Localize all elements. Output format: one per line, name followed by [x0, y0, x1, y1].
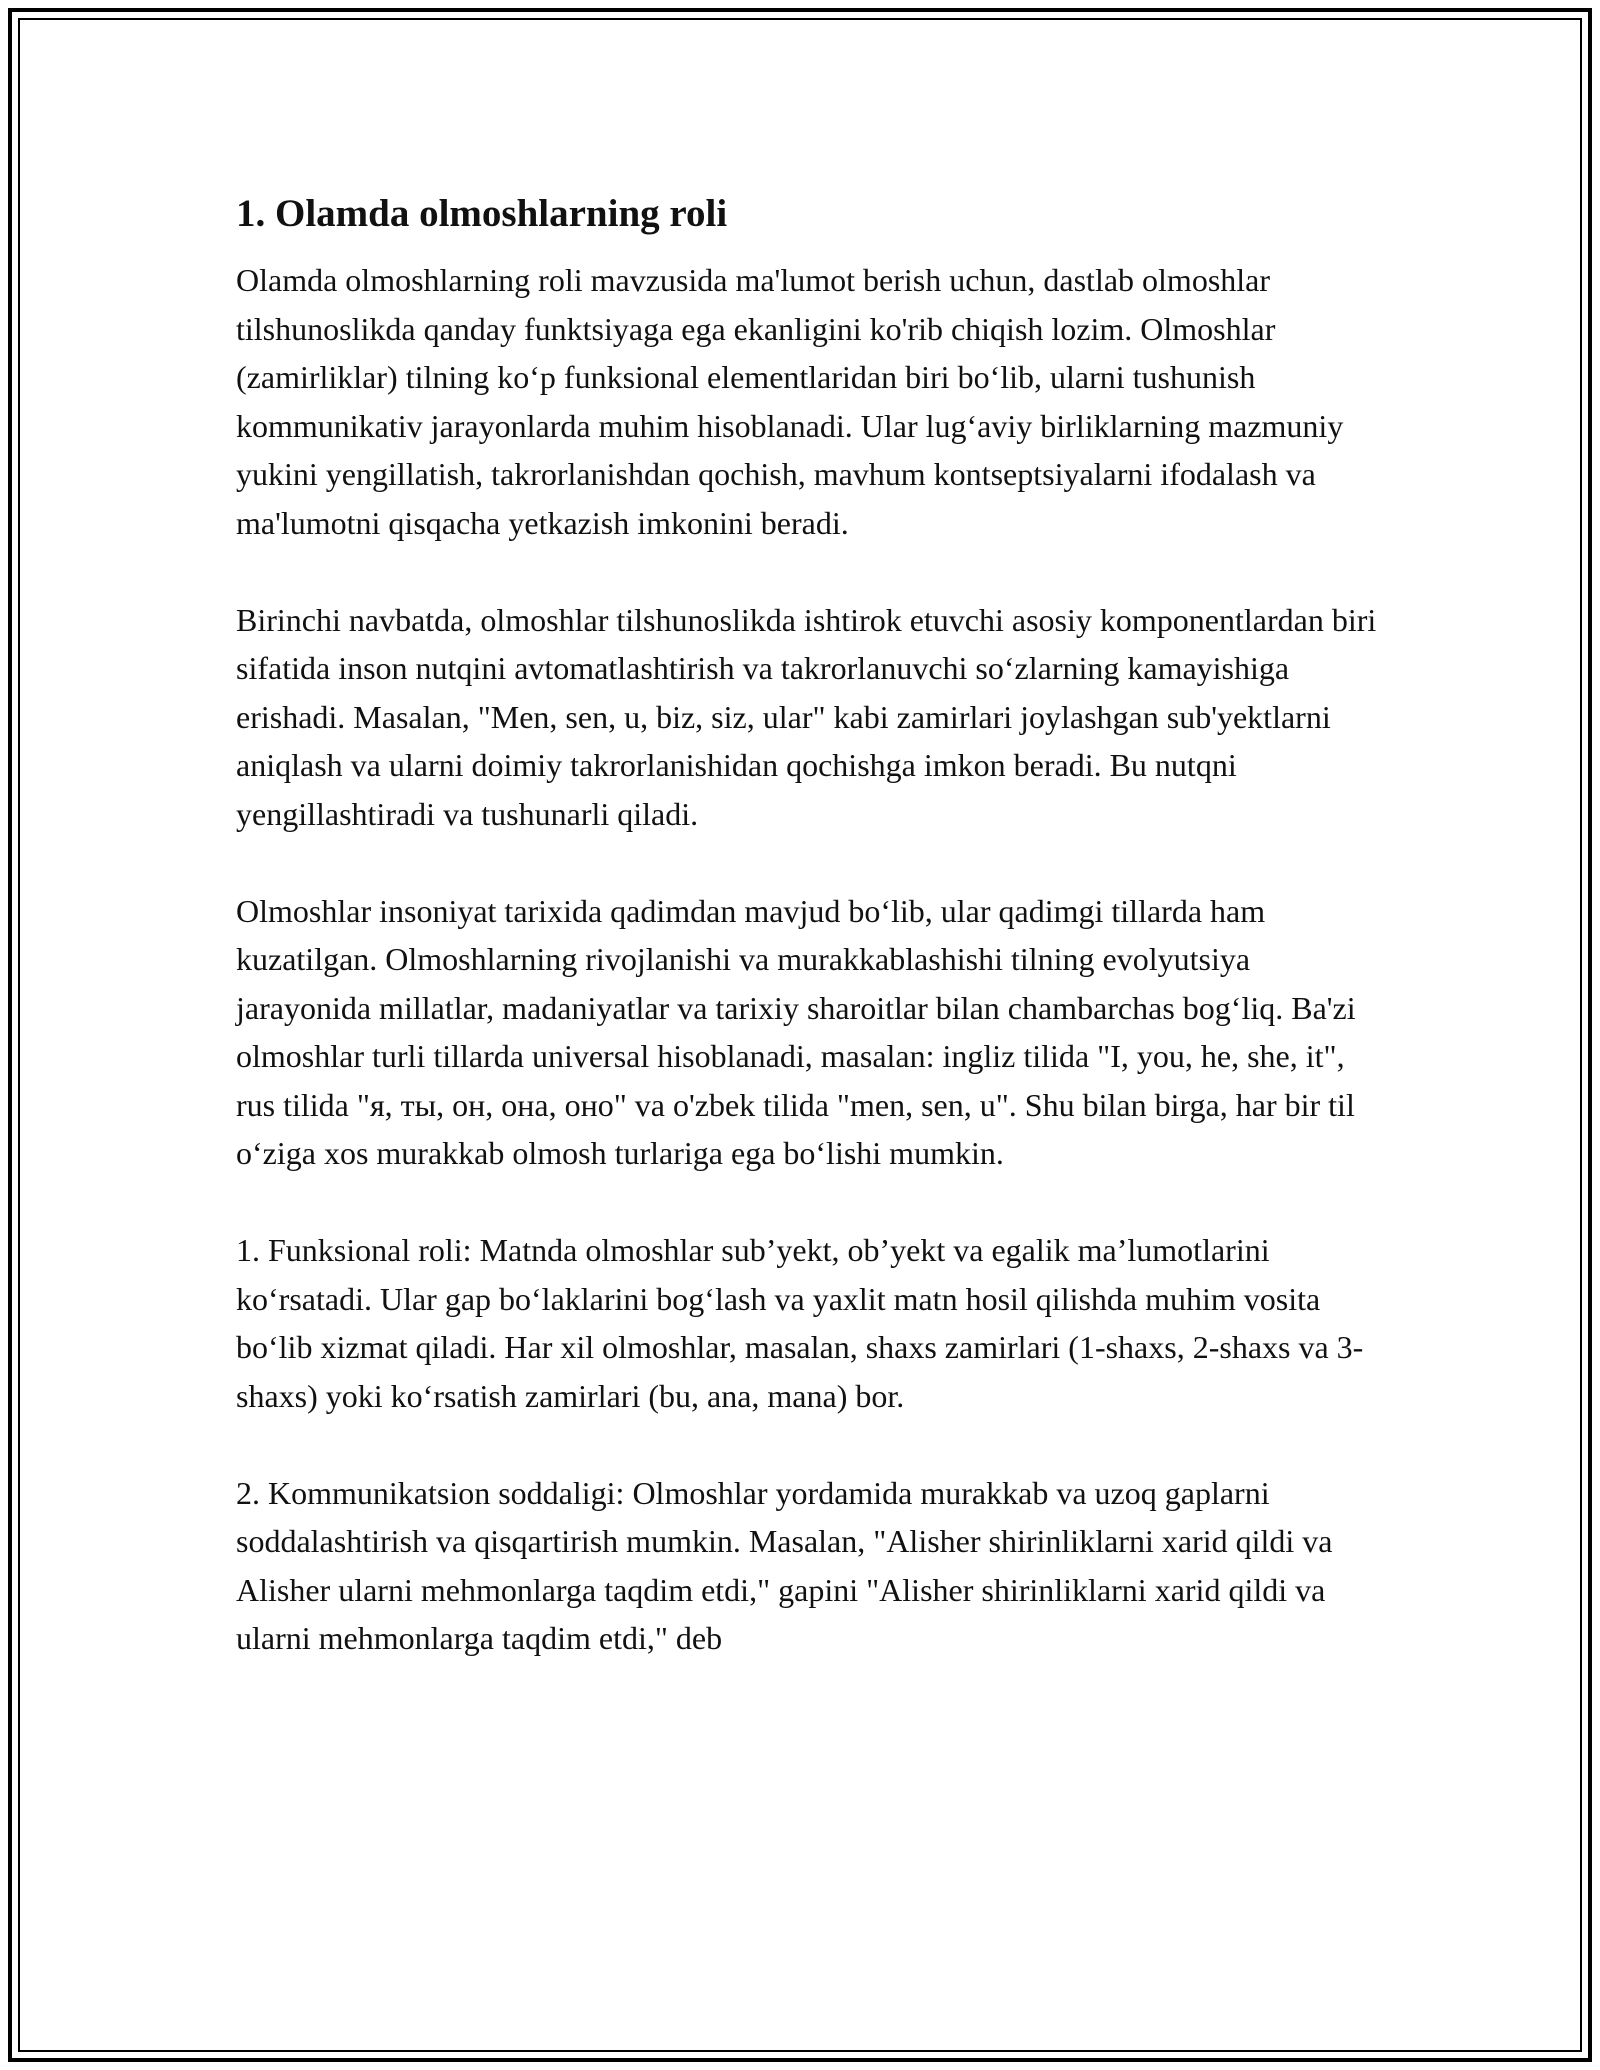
paragraph: Birinchi navbatda, olmoshlar tilshunoslikda ishtirok etuvchi asosiy komponentlardan biri sifatida inson nutqini avtomatlashtirish va takrorlanuvchi so‘zlarning kamayishiga erishadi. Masalan, "Men, sen, u, biz, siz, ular" kabi zamirlari joylashgan sub'yektlarni aniqlash va ularni doimiy takrorlanishidan qochishga imkon beradi. Bu nutqni yengillashtiradi va tushunarli qiladi.: [236, 601, 1377, 832]
section-heading: 1. Olamda olmoshlarning roli: [236, 192, 728, 235]
paragraph: Olamda olmoshlarning roli mavzusida ma'lumot berish uchun, dastlab olmoshlar tilshunoslikda qanday funktsiyaga ega ekanligini ko'rib chiqish lozim. Olmoshlar (zamirliklar) tilning ko‘p funksional elementlaridan biri bo‘lib, ularni tushunish kommunikativ jarayonlarda muhim hisoblanadi. Ular lug‘aviy birliklarning mazmuniy yukini yengillatish, takrorlanishdan qochish, mavhum kontseptsiyalarni ifodalash va ma'lumotni qisqacha yetkazish imkonini beradi.: [236, 262, 1344, 541]
paragraph: Olmoshlar insoniyat tarixida qadimdan mavjud bo‘lib, ular qadimgi tillarda ham kuzatilgan. Olmoshlarning rivojlanishi va murakkablashishi tilning evolyutsiya jarayonida millatlar, madaniyatlar va tarixiy sharoitlar bilan chambarchas bog‘liq. Ba'zi olmoshlar turli tillarda universal hisoblanadi, masalan: ingliz tilida "I, you, he, she, it", rus tilida "я, ты, он, она, оно" va o'zbek tilida "men, sen, u". Shu bilan birga, har bir til o‘ziga xos murakkab olmosh turlariga ega bo‘lishi mumkin.: [236, 892, 1356, 1171]
document-body: [236, 188, 1386, 1663]
paragraph: 2. Kommunikatsion soddaligi: Olmoshlar yordamida murakkab va uzoq gaplarni soddalashtirish va qisqartirish mumkin. Masalan, "Alisher shirinliklarni xarid qildi va Alisher ularni mehmonlarga taqdim etdi," gapini "Alisher shirinliklarni xarid qildi va ularni mehmonlarga taqdim etdi," deb: [236, 1474, 1333, 1656]
paragraph: 1. Funksional roli: Matnda olmoshlar sub’yekt, ob’yekt va egalik ma’lumotlarini ko‘rsatadi. Ular gap bo‘laklarini bog‘lash va yaxlit matn hosil qilishda muhim vosita bo‘lib xizmat qiladi. Har xil olmoshlar, masalan, shaxs zamirlari (1-shaxs, 2-shaxs va 3-shaxs) yoki ko‘rsatish zamirlari (bu, ana, mana) bor.: [236, 1232, 1364, 1414]
